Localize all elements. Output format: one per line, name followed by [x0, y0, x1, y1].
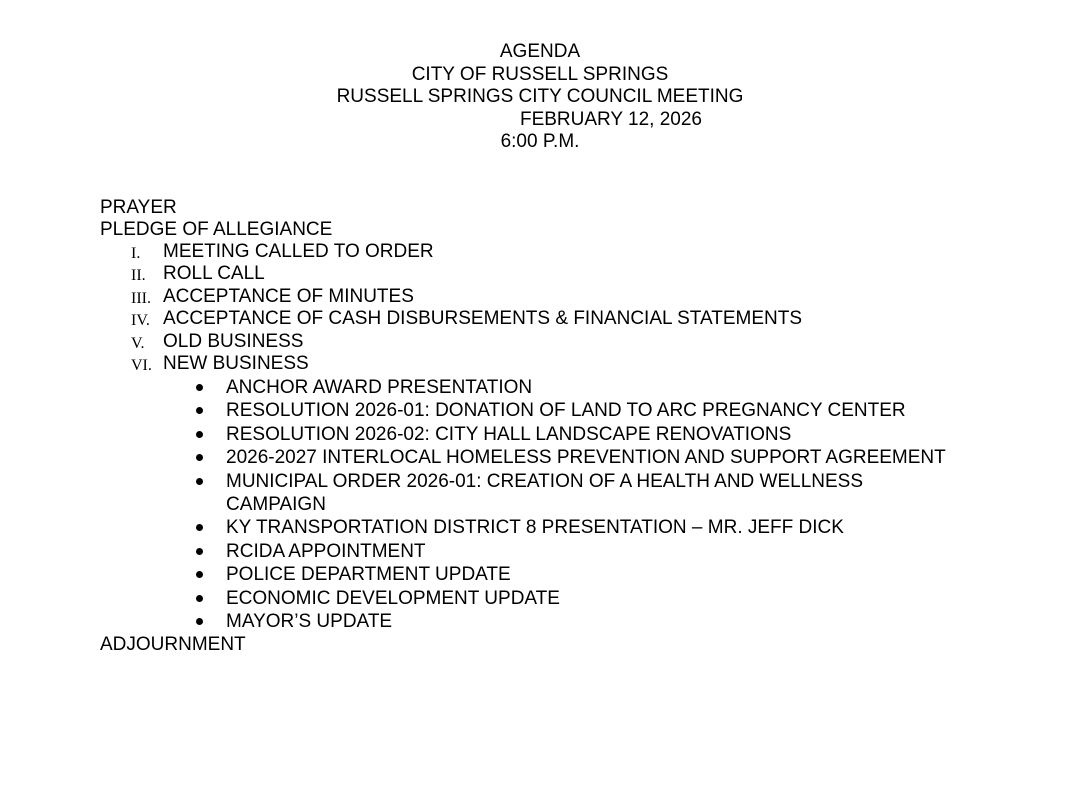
list-item-label: KY TRANSPORTATION DISTRICT 8 PRESENTATION – MR. JEFF DICK: [226, 517, 844, 539]
adjournment-item: ADJOURNMENT: [100, 634, 246, 655]
section-number: VI.: [131, 356, 152, 374]
list-item: [0, 516, 980, 539]
list-item: [0, 610, 980, 633]
list-item: [0, 587, 980, 610]
section-label: ACCEPTANCE OF CASH DISBURSEMENTS & FINANCIAL STATEMENTS: [163, 308, 803, 330]
list-item: [0, 399, 980, 422]
bullet-icon: [196, 618, 203, 625]
section-number: IV.: [131, 312, 150, 330]
list-item-label: RESOLUTION 2026-02: CITY HALL LANDSCAPE RENOVATIONS: [226, 423, 792, 445]
meeting-time: 6:00 P.M.: [500, 131, 580, 152]
list-item-label: RCIDA APPOINTMENT: [226, 540, 426, 562]
agenda-title: AGENDA: [499, 41, 581, 62]
meeting-date: FEBRUARY 12, 2026: [519, 108, 702, 130]
meeting-name: RUSSELL SPRINGS CITY COUNCIL MEETING: [336, 86, 744, 107]
list-item: [0, 376, 980, 399]
section-label: OLD BUSINESS: [163, 330, 304, 352]
bullet-icon: [196, 384, 203, 391]
list-item-label: MUNICIPAL ORDER 2026-01: CREATION OF A HEALTH AND WELLNESS CAMPAIGN: [226, 470, 864, 516]
list-item: [0, 563, 980, 586]
bullet-icon: [196, 407, 203, 414]
list-item-label: POLICE DEPARTMENT UPDATE: [226, 564, 511, 586]
bullet-icon: [196, 478, 203, 485]
list-item-label: ECONOMIC DEVELOPMENT UPDATE: [226, 587, 560, 609]
section-label: ACCEPTANCE OF MINUTES: [163, 285, 414, 307]
section-number: I.: [131, 245, 141, 262]
list-item-label: ANCHOR AWARD PRESENTATION: [226, 377, 533, 398]
list-item: [0, 446, 980, 469]
list-item-label: MAYOR’S UPDATE: [226, 611, 393, 633]
list-item-label: 2026-2027 INTERLOCAL HOMELESS PREVENTION AND SUPPORT AGREEMENT: [226, 447, 946, 469]
section-number: V.: [131, 334, 145, 352]
section-label: MEETING CALLED TO ORDER: [163, 241, 434, 262]
pledge-item: PLEDGE OF ALLEGIANCE: [100, 219, 333, 240]
new-business-list: [0, 376, 980, 633]
city-name: CITY OF RUSSELL SPRINGS: [411, 63, 669, 85]
bullet-icon: [196, 454, 203, 461]
bullet-icon: [196, 524, 203, 531]
list-item: [0, 540, 980, 563]
list-item-label: RESOLUTION 2026-01: DONATION OF LAND TO ARC PREGNANCY CENTER: [226, 400, 906, 422]
bullet-icon: [196, 548, 203, 555]
bullet-icon: [196, 571, 203, 578]
bullet-icon: [196, 595, 203, 602]
section-number: III.: [131, 289, 151, 307]
agenda-header: [0, 41, 1080, 154]
section-label: NEW BUSINESS: [163, 352, 309, 374]
section-label: ROLL CALL: [163, 263, 265, 285]
list-item: [0, 470, 980, 517]
section-number: II.: [131, 267, 146, 285]
bullet-icon: [196, 431, 203, 438]
prayer-item: PRAYER: [100, 197, 177, 218]
list-item: [0, 423, 980, 446]
